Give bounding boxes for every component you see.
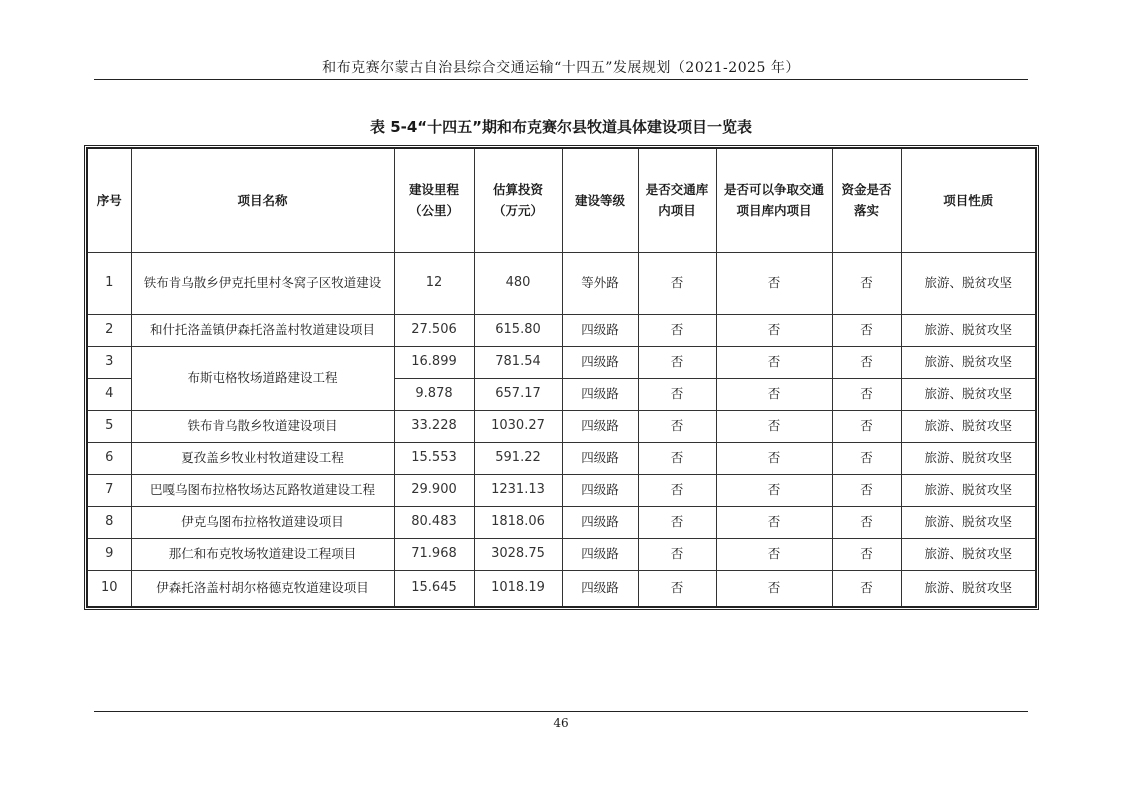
cell-no: 2 [87,314,131,346]
cell-strive: 否 [716,538,832,570]
table-container [86,147,1036,608]
cell-invest: 1818.06 [474,506,562,538]
header-transport: 是否交通库 内项目 [638,148,716,252]
cell-length: 71.968 [394,538,474,570]
cell-length: 15.645 [394,570,474,607]
cell-no: 7 [87,474,131,506]
cell-fund: 否 [832,506,901,538]
cell-grade: 四级路 [562,570,638,607]
cell-no: 1 [87,252,131,314]
cell-nature: 旅游、脱贫攻坚 [901,252,1036,314]
table-row [87,506,1036,538]
cell-no: 5 [87,410,131,442]
cell-transport: 否 [638,346,716,378]
cell-grade: 四级路 [562,442,638,474]
table-header-row [87,148,1036,252]
table-row [87,346,1036,378]
cell-nature: 旅游、脱贫攻坚 [901,314,1036,346]
cell-invest: 1030.27 [474,410,562,442]
cell-name: 铁布肯乌散乡伊克托里村冬窝子区牧道建设 [131,252,394,314]
cell-length: 80.483 [394,506,474,538]
cell-nature: 旅游、脱贫攻坚 [901,538,1036,570]
table-row [87,252,1036,314]
table-row [87,570,1036,607]
cell-grade: 四级路 [562,314,638,346]
cell-grade: 四级路 [562,410,638,442]
cell-transport: 否 [638,538,716,570]
cell-strive: 否 [716,410,832,442]
page-number: 46 [553,716,569,730]
table-row [87,314,1036,346]
cell-name: 和什托洛盖镇伊森托洛盖村牧道建设项目 [131,314,394,346]
header-strive: 是否可以争取交通 项目库内项目 [716,148,832,252]
cell-no: 3 [87,346,131,378]
cell-nature: 旅游、脱贫攻坚 [901,474,1036,506]
project-table [86,147,1037,608]
cell-strive: 否 [716,506,832,538]
cell-length: 29.900 [394,474,474,506]
cell-fund: 否 [832,252,901,314]
cell-name: 布斯屯格牧场道路建设工程 [131,346,394,410]
cell-name: 夏孜盖乡牧业村牧道建设工程 [131,442,394,474]
cell-length: 15.553 [394,442,474,474]
cell-invest: 1018.19 [474,570,562,607]
cell-transport: 否 [638,410,716,442]
cell-fund: 否 [832,314,901,346]
table-row [87,474,1036,506]
cell-nature: 旅游、脱贫攻坚 [901,346,1036,378]
cell-length: 27.506 [394,314,474,346]
cell-transport: 否 [638,506,716,538]
cell-name: 那仁和布克牧场牧道建设工程项目 [131,538,394,570]
cell-invest: 657.17 [474,378,562,410]
cell-strive: 否 [716,346,832,378]
table-row [87,410,1036,442]
cell-invest: 615.80 [474,314,562,346]
cell-invest: 1231.13 [474,474,562,506]
header-rule [94,79,1028,80]
header-no: 序号 [87,148,131,252]
cell-fund: 否 [832,410,901,442]
cell-name: 巴嘎乌图布拉格牧场达瓦路牧道建设工程 [131,474,394,506]
cell-transport: 否 [638,474,716,506]
cell-grade: 四级路 [562,538,638,570]
footer-rule [94,711,1028,712]
cell-name: 伊克乌图布拉格牧道建设项目 [131,506,394,538]
header-nature: 项目性质 [901,148,1036,252]
table-title: 表 5-4“十四五”期和布克赛尔县牧道具体建设项目一览表 [369,118,753,136]
cell-name: 铁布肯乌散乡牧道建设项目 [131,410,394,442]
cell-invest: 591.22 [474,442,562,474]
cell-strive: 否 [716,570,832,607]
header-name: 项目名称 [131,148,394,252]
cell-grade: 四级路 [562,378,638,410]
cell-length: 16.899 [394,346,474,378]
cell-nature: 旅游、脱贫攻坚 [901,378,1036,410]
header-length: 建设里程 （公里） [394,148,474,252]
cell-invest: 781.54 [474,346,562,378]
cell-transport: 否 [638,378,716,410]
cell-fund: 否 [832,570,901,607]
cell-fund: 否 [832,474,901,506]
cell-invest: 3028.75 [474,538,562,570]
header-grade: 建设等级 [562,148,638,252]
cell-strive: 否 [716,474,832,506]
cell-nature: 旅游、脱贫攻坚 [901,442,1036,474]
cell-nature: 旅游、脱贫攻坚 [901,410,1036,442]
header-invest: 估算投资 （万元） [474,148,562,252]
cell-grade: 等外路 [562,252,638,314]
cell-length: 33.228 [394,410,474,442]
cell-transport: 否 [638,570,716,607]
cell-no: 9 [87,538,131,570]
cell-fund: 否 [832,442,901,474]
cell-fund: 否 [832,378,901,410]
cell-transport: 否 [638,314,716,346]
cell-length: 9.878 [394,378,474,410]
cell-transport: 否 [638,252,716,314]
cell-fund: 否 [832,346,901,378]
cell-strive: 否 [716,378,832,410]
cell-nature: 旅游、脱贫攻坚 [901,570,1036,607]
table-row [87,442,1036,474]
cell-no: 6 [87,442,131,474]
cell-name: 伊森托洛盖村胡尔格德克牧道建设项目 [131,570,394,607]
cell-transport: 否 [638,442,716,474]
cell-strive: 否 [716,314,832,346]
cell-length: 12 [394,252,474,314]
cell-nature: 旅游、脱贫攻坚 [901,506,1036,538]
page-header: 和布克赛尔蒙古自治县综合交通运输“十四五”发展规划（2021-2025 年） [322,60,800,76]
cell-strive: 否 [716,252,832,314]
cell-fund: 否 [832,538,901,570]
cell-grade: 四级路 [562,474,638,506]
cell-no: 4 [87,378,131,410]
cell-strive: 否 [716,442,832,474]
cell-grade: 四级路 [562,506,638,538]
cell-no: 8 [87,506,131,538]
header-fund: 资金是否 落实 [832,148,901,252]
cell-invest: 480 [474,252,562,314]
table-row [87,538,1036,570]
cell-grade: 四级路 [562,346,638,378]
cell-no: 10 [87,570,131,607]
